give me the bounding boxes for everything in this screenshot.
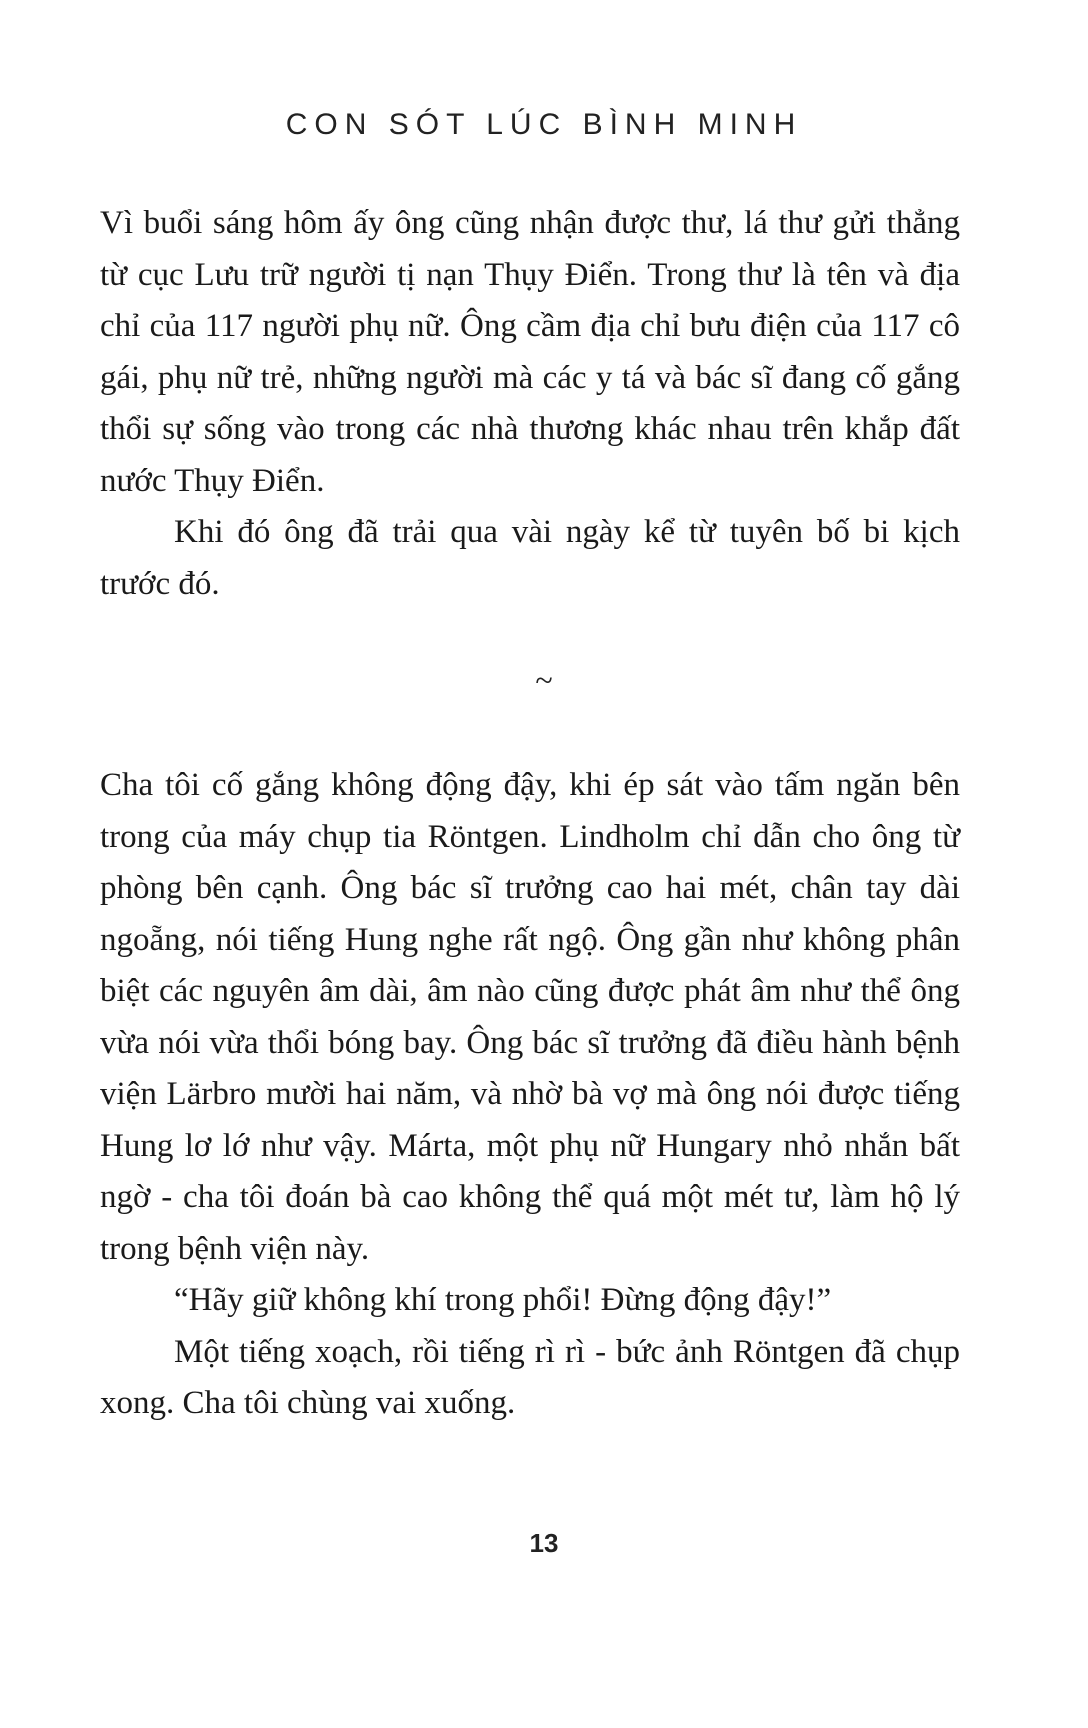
paragraph: Khi đó ông đã trải qua vài ngày kể từ tuyên bố bi kịch trước đó.	[100, 514, 960, 602]
text-section-1	[100, 198, 960, 610]
section-separator: ~	[535, 662, 553, 698]
page-number: 13	[529, 1528, 559, 1558]
paragraph: Cha tôi cố gắng không động đậy, khi ép sát vào tấm ngăn bên trong của máy chụp tia Röntgen. Lindholm chỉ dẫn cho ông từ phòng bên cạnh. Ông bác sĩ trưởng cao hai mét, chân tay dài ngoẵng, nói tiếng Hung nghe rất ngộ. Ông gần như không phân biệt các nguyên âm dài, âm nào cũng được phát âm như thể ông vừa nói vừa thổi bóng bay. Ông bác sĩ trưởng đã điều hành bệnh viện Lärbro mười hai năm, và nhờ bà vợ mà ông nói được tiếng Hung lơ lớ như vậy. Márta, một phụ nữ Hungary nhỏ nhắn bất ngờ - cha tôi đoán bà cao không thể quá một mét tư, làm hộ lý trong bệnh viện này.	[100, 767, 960, 1267]
text-section-2	[100, 760, 960, 1430]
paragraph: Một tiếng xoạch, rồi tiếng rì rì - bức ảnh Röntgen đã chụp xong. Cha tôi chùng vai xuống.	[100, 1333, 960, 1421]
paragraph: Vì buổi sáng hôm ấy ông cũng nhận được thư, lá thư gửi thẳng từ cục Lưu trữ người tị nạn Thụy Điển. Trong thư là tên và địa chỉ của 117 người phụ nữ. Ông cầm địa chỉ bưu điện của 117 cô gái, phụ nữ trẻ, những người mà các y tá và bác sĩ đang cố gắng thổi sự sống vào trong các nhà thương khác nhau trên khắp đất nước Thụy Điển.	[100, 205, 960, 499]
running-header: CON SÓT LÚC BÌNH MINH	[285, 108, 803, 141]
paragraph: “Hãy giữ không khí trong phổi! Đừng động đậy!”	[174, 1282, 832, 1318]
